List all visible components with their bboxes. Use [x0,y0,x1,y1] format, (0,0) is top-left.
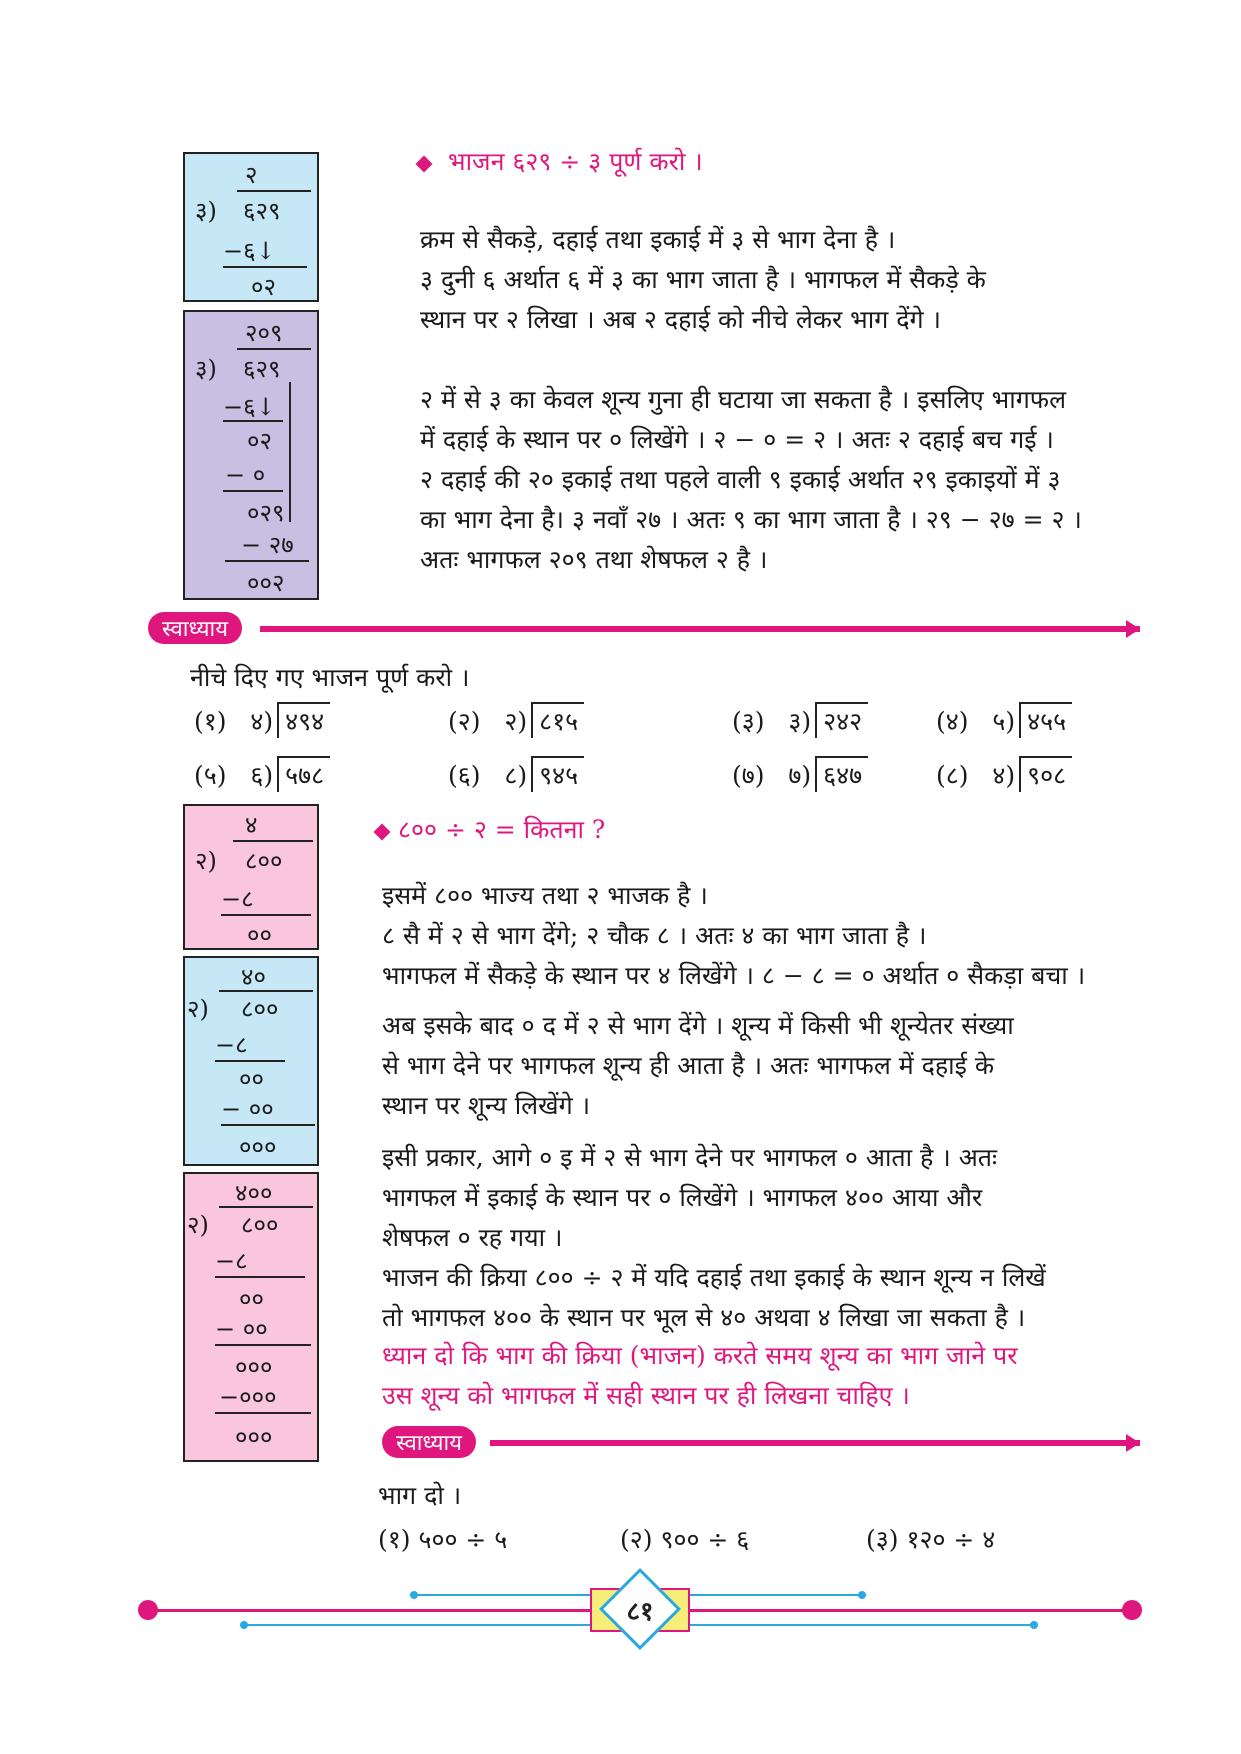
subtract-1: −८ [215,1247,248,1275]
exercise-item: (५) ६) ५७८ [194,756,330,792]
exercise2-item: (३) १२० ÷ ४ [866,1525,996,1554]
chain-divider-1 [260,626,1140,632]
exercise-item: (४) ५) ४५५ [936,702,1072,738]
exercise2-item: (२) ९०० ÷ ६ [620,1525,750,1554]
footer-line-right [690,1609,1130,1612]
footer-line-left [150,1609,590,1612]
subtract-1: −६↓ [223,393,276,421]
quotient: २ [245,161,258,189]
remainder-1: ०० [239,1285,264,1313]
footer-cyan-dot [858,1591,866,1599]
subtract-3: − २७ [241,531,294,559]
svadhyay-tag-2: स्वाध्याय [382,1426,476,1458]
division-box-4 [183,956,319,1166]
dividend: ८०० [245,847,283,875]
footer-dot-left [138,1600,158,1620]
section2-para1: इसमें ८०० भाज्य तथा २ भाजक है । ८ सै में २ से भाग देंगे; २ चौक ८ । अतः ४ का भाग जाता है । भागफल में सैकड़े के स्थान पर ४ लिखेंगे । ८ − ८ = ० अर्थात ० सैकड़ा बचा । [382,881,1086,990]
diamond-bullet-icon [374,823,391,840]
exercise-item: (७) ७) ६४७ [732,756,868,792]
exercise-item: (२) २) ८१५ [448,702,584,738]
subtract-2: − ०० [221,1095,274,1123]
remainder-3: ००२ [247,569,285,597]
quotient: ४ [245,811,258,839]
page-number: ८१ [626,1597,654,1627]
quotient: २०९ [245,319,283,347]
division-box-2 [183,310,319,600]
footer-cyan-dot [240,1621,248,1629]
section1-para1: क्रम से सैकड़े, दहाई तथा इकाई में ३ से भाग देना है । ३ दुनी ६ अर्थात ६ में ३ का भाग जाता है । भागफल में सैकड़े के स्थान पर २ लिखा । अब २ दहाई को नीचे लेकर भाग देंगे । [420,225,986,334]
remainder-1: ०० [239,1065,264,1093]
remainder: ०० [247,921,272,949]
footer-dot-right [1122,1600,1142,1620]
exercise-item: (१) ४) ४९४ [194,702,330,738]
subtract: −८ [221,885,254,913]
division-box-5 [183,1172,319,1462]
section1-para2: २ में से ३ का केवल शून्य गुना ही घटाया जा सकता है । इसलिए भागफल में दहाई के स्थान पर ० लिखेंगे । २ − ० = २ । अतः २ दहाई बच गई । २ दहाई की २० इकाई तथा पहले वाली ९ इकाई अर्थात २९ इकाइयों में ३ का भाग देना है। ३ नवाँ २७ । अतः ९ का भाग जाता है । २९ − २७ = २ । अतः भागफल २०९ तथा शेषफल २ है । [420,385,1082,574]
division-box-1 [183,152,319,302]
remainder: ०२ [251,273,276,301]
footer-cyan-dot [1030,1621,1038,1629]
section2-heading: ८०० ÷ २ = कितना ? [376,812,605,846]
chain-end-icon [1126,1434,1140,1452]
divisor: २) [187,995,209,1023]
quotient: ४०० [235,1179,273,1207]
remainder-2: ०२९ [247,499,285,527]
subtract-3: −००० [219,1383,277,1411]
section2-para3: इसी प्रकार, आगे ० इ में २ से भाग देने पर भागफल ० आता है । अतः भागफल में इकाई के स्थान पर ० लिखेंगे । भागफल ४०० आया और शेषफल ० रह गया । भाजन की क्रिया ८०० ÷ २ में यदि दहाई तथा इकाई के स्थान शून्य न लिखें तो भागफल ४०० के स्थान पर भूल से ४० अथवा ४ लिखा जा सकता है । [382,1143,1046,1332]
svadhyay-tag-1: स्वाध्याय [148,612,242,644]
divisor: ३) [195,355,217,383]
subtract: −६↓ [223,237,276,265]
divisor: ३) [195,197,217,225]
chain-end-icon [1126,620,1140,638]
section1-heading: भाजन ६२९ ÷ ३ पूर्ण करो । [418,144,703,178]
footer-cyan-dot [410,1591,418,1599]
divisor: २) [195,847,217,875]
dividend: ८०० [241,1211,279,1239]
exercise-item: (३) ३) २४२ [732,702,868,738]
divisor: २) [187,1211,209,1239]
dividend: ८०० [241,995,279,1023]
subtract-1: −८ [215,1031,248,1059]
section2-para2: अब इसके बाद ० द में २ से भाग देंगे । शून्य में किसी भी शून्येतर संख्या से भाग देने पर भागफल शून्य ही आता है । अतः भागफल में दहाई के स्थान पर शून्य लिखेंगे । [382,1011,1014,1120]
remainder-2: ००० [239,1133,277,1161]
dividend: ६२९ [243,197,281,225]
remainder-1: ०२ [247,427,272,455]
exercise2-instruction: भाग दो । [378,1481,462,1510]
chain-divider-2 [490,1440,1140,1446]
section2-note: ध्यान दो कि भाग की क्रिया (भाजन) करते समय शून्य का भाग जाने पर उस शून्य को भागफल में सही स्थान पर ही लिखना चाहिए । [382,1341,1018,1410]
remainder-2: ००० [235,1353,273,1381]
diamond-bullet-icon [416,155,433,172]
dividend: ६२९ [243,355,281,383]
subtract-2: − ०० [215,1315,268,1343]
exercise-item: (८) ४) ९०८ [936,756,1072,792]
exercise1-instruction: नीचे दिए गए भाजन पूर्ण करो । [190,663,470,692]
exercise-item: (६) ८) ९४५ [448,756,584,792]
exercise2-item: (१) ५०० ÷ ५ [378,1525,508,1554]
quotient: ४० [241,963,266,991]
division-box-3 [183,804,319,950]
remainder-3: ००० [235,1423,273,1451]
subtract-2: − ० [225,461,266,489]
